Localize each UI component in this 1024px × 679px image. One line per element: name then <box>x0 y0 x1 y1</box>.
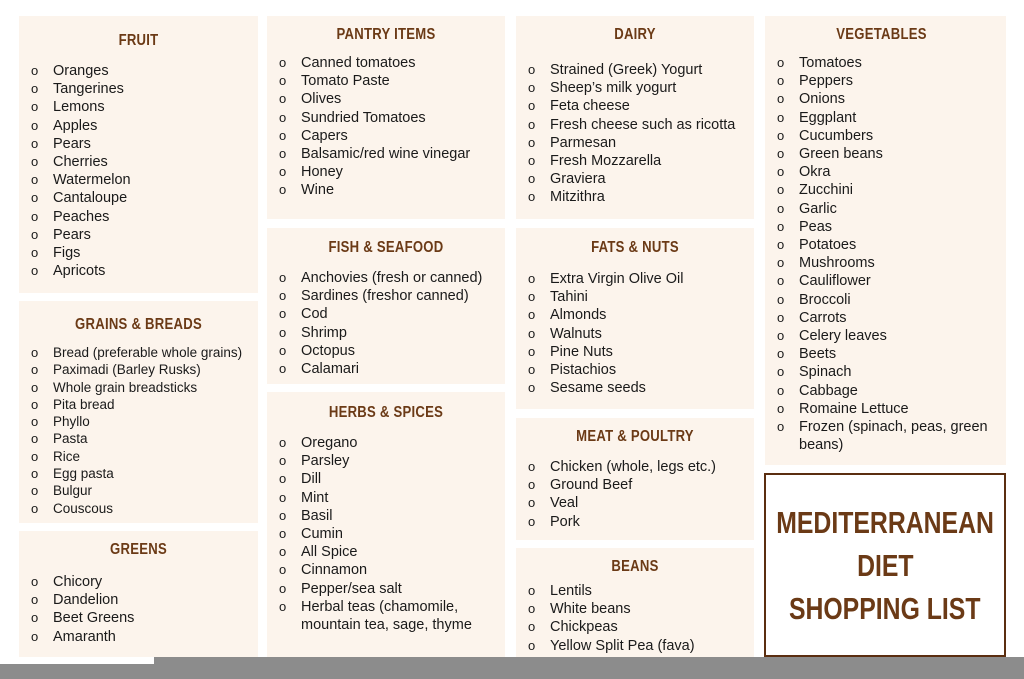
list-item: o Mitzithra <box>528 188 754 206</box>
list-item: o Pork <box>528 513 754 531</box>
list-item: o Fresh Mozzarella <box>528 152 754 170</box>
bottom-bar-left <box>0 664 154 679</box>
greens-list <box>31 573 258 646</box>
list-item: o Whole grain breadsticks <box>31 379 258 396</box>
fats-section <box>516 228 754 409</box>
list-item: o Cantaloupe <box>31 189 258 207</box>
meat-heading: MEAT & POULTRY <box>576 428 694 445</box>
fish-section <box>267 228 505 384</box>
fats-heading: FATS & NUTS <box>591 239 679 256</box>
list-item: o Cod <box>279 305 505 323</box>
main-title-line-1: MEDITERRANEAN <box>776 504 994 540</box>
list-item: o Basil <box>279 507 505 525</box>
list-item: o Peppers <box>777 72 998 90</box>
main-title-line-2: DIET <box>856 547 914 583</box>
list-item: o Zucchini <box>777 181 998 199</box>
list-item: o Eggplant <box>777 109 998 127</box>
list-item: o Sheep’s milk yogurt <box>528 79 754 97</box>
grains-section <box>19 301 258 523</box>
dairy-list <box>528 61 754 207</box>
list-item: o Broccoli <box>777 291 998 309</box>
list-item: o Veal <box>528 494 754 512</box>
herbs-heading: HERBS & SPICES <box>328 404 444 421</box>
list-item: o Pistachios <box>528 361 754 379</box>
list-item: o Cinnamon <box>279 561 505 579</box>
beans-list <box>528 582 754 655</box>
pantry-section <box>267 16 505 219</box>
list-item: o Amaranth <box>31 628 258 646</box>
list-item: o Pasta <box>31 430 258 447</box>
list-item: o Chicory <box>31 573 258 591</box>
main-title <box>764 473 1006 657</box>
bottom-bar <box>154 657 1024 679</box>
fish-list <box>279 269 505 378</box>
list-item: o Frozen (spinach, peas, green beans) <box>777 418 998 454</box>
list-item: o Feta cheese <box>528 97 754 115</box>
list-item: o Chicken (whole, legs etc.) <box>528 458 754 476</box>
list-item: o Honey <box>279 163 505 181</box>
herbs-list <box>279 434 505 634</box>
list-item: o All Spice <box>279 543 505 561</box>
list-item: o Okra <box>777 163 998 181</box>
list-item: o Rice <box>31 448 258 465</box>
list-item: o Pears <box>31 135 258 153</box>
list-item: o Apricots <box>31 262 258 280</box>
list-item: o Egg pasta <box>31 465 258 482</box>
list-item: o Tahini <box>528 288 754 306</box>
meat-list <box>528 458 754 531</box>
beans-heading: BEANS <box>611 558 659 575</box>
list-item: o Mushrooms <box>777 254 998 272</box>
greens-heading: GREENS <box>110 541 167 558</box>
main-title-line-3: SHOPPING LIST <box>789 590 981 626</box>
list-item: o Sardines (freshor canned) <box>279 287 505 305</box>
grains-list <box>31 344 258 517</box>
list-item: o Figs <box>31 244 258 262</box>
grains-heading: GRAINS & BREADS <box>75 316 202 333</box>
list-item: o Parmesan <box>528 134 754 152</box>
list-item: o Romaine Lettuce <box>777 400 998 418</box>
list-item: o Cherries <box>31 153 258 171</box>
list-item: o Dill <box>279 470 505 488</box>
dairy-section <box>516 16 754 219</box>
list-item: o Graviera <box>528 170 754 188</box>
list-item: o Peas <box>777 218 998 236</box>
list-item: o Apples <box>31 117 258 135</box>
meat-section <box>516 418 754 540</box>
list-item: o Pears <box>31 226 258 244</box>
list-item: o Cabbage <box>777 382 998 400</box>
greens-section <box>19 531 258 657</box>
list-item: o Celery leaves <box>777 327 998 345</box>
fruit-heading: FRUIT <box>118 32 159 49</box>
list-item: o Cumin <box>279 525 505 543</box>
list-item: o Pepper/sea salt <box>279 580 505 598</box>
list-item: o Tomatoes <box>777 54 998 72</box>
list-item: o Oranges <box>31 62 258 80</box>
list-item: o Spinach <box>777 363 998 381</box>
list-item: o Garlic <box>777 200 998 218</box>
list-item: o Fresh cheese such as ricotta <box>528 116 754 134</box>
list-item: o Cucumbers <box>777 127 998 145</box>
fish-heading: FISH & SEAFOOD <box>328 239 444 256</box>
list-item: o Calamari <box>279 360 505 378</box>
list-item: o Couscous <box>31 500 258 517</box>
list-item: o Green beans <box>777 145 998 163</box>
fruit-list <box>31 62 258 280</box>
pantry-heading: PANTRY ITEMS <box>336 26 436 43</box>
list-item: o Bulgur <box>31 482 258 499</box>
list-item: o Pine Nuts <box>528 343 754 361</box>
list-item: o Parsley <box>279 452 505 470</box>
list-item: o Olives <box>279 90 505 108</box>
list-item: o Yellow Split Pea (fava) <box>528 637 754 655</box>
list-item: o Carrots <box>777 309 998 327</box>
list-item: o Sesame seeds <box>528 379 754 397</box>
list-item: o Extra Virgin Olive Oil <box>528 270 754 288</box>
list-item: o Onions <box>777 90 998 108</box>
list-item: o Octopus <box>279 342 505 360</box>
list-item: o Dandelion <box>31 591 258 609</box>
list-item: o Capers <box>279 127 505 145</box>
list-item: o Sundried Tomatoes <box>279 109 505 127</box>
dairy-heading: DAIRY <box>614 26 656 43</box>
list-item: o Tangerines <box>31 80 258 98</box>
list-item: o Oregano <box>279 434 505 452</box>
list-item: o Balsamic/red wine vinegar <box>279 145 505 163</box>
list-item: o Lentils <box>528 582 754 600</box>
herbs-section <box>267 392 505 657</box>
list-item: o Lemons <box>31 98 258 116</box>
list-item: o Beet Greens <box>31 609 258 627</box>
list-item: o Watermelon <box>31 171 258 189</box>
list-item: o Herbal teas (chamomile, mountain tea, sage, thyme <box>279 598 505 634</box>
fats-list <box>528 270 754 397</box>
vegetables-heading: VEGETABLES <box>836 26 927 43</box>
list-item: o Almonds <box>528 306 754 324</box>
vegetables-list <box>777 54 998 454</box>
list-item: o Peaches <box>31 208 258 226</box>
list-item: o Walnuts <box>528 325 754 343</box>
list-item: o Shrimp <box>279 324 505 342</box>
pantry-list <box>279 54 505 200</box>
list-item: o Chickpeas <box>528 618 754 636</box>
list-item: o Bread (preferable whole grains) <box>31 344 258 361</box>
fruit-section <box>19 16 258 293</box>
list-item: o White beans <box>528 600 754 618</box>
list-item: o Wine <box>279 181 505 199</box>
list-item: o Phyllo <box>31 413 258 430</box>
list-item: o Pita bread <box>31 396 258 413</box>
list-item: o Canned tomatoes <box>279 54 505 72</box>
list-item: o Potatoes <box>777 236 998 254</box>
list-item: o Ground Beef <box>528 476 754 494</box>
list-item: o Anchovies (fresh or canned) <box>279 269 505 287</box>
vegetables-section <box>765 16 1006 465</box>
list-item: o Cauliflower <box>777 272 998 290</box>
list-item: o Tomato Paste <box>279 72 505 90</box>
beans-section <box>516 548 754 657</box>
list-item: o Mint <box>279 489 505 507</box>
list-item: o Paximadi (Barley Rusks) <box>31 361 258 378</box>
list-item: o Strained (Greek) Yogurt <box>528 61 754 79</box>
list-item: o Beets <box>777 345 998 363</box>
